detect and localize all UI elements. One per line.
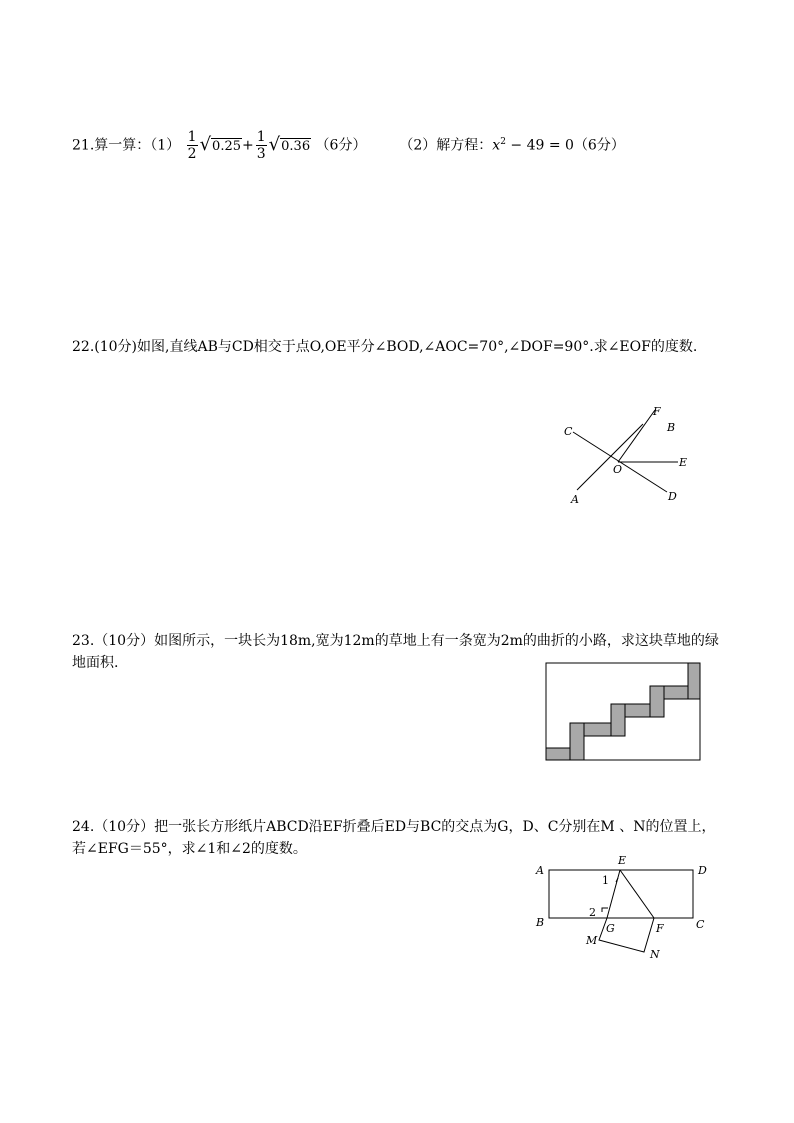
sqrt-0-36: √0.36: [268, 133, 311, 155]
label-a: A: [536, 864, 544, 877]
q21-score2: （6分）: [573, 137, 625, 154]
path-segment-6: [650, 686, 664, 717]
label-angle-2: 2: [589, 906, 596, 919]
ray-of: [618, 410, 655, 462]
label-f: F: [656, 922, 664, 935]
rectangle-abcd: [549, 870, 693, 918]
label-d: D: [698, 864, 707, 877]
fraction-one-half: $\frac{1}{2}$: [187, 129, 197, 163]
right-angle-mark-g: [602, 908, 608, 912]
path-segment-4: [611, 704, 625, 736]
path-segment-3: [584, 723, 611, 736]
label-e: E: [679, 456, 688, 469]
path-segment-8: [688, 663, 700, 699]
label-b: B: [667, 421, 676, 434]
equation-variable: x: [492, 137, 501, 154]
fraction-one-third: $\frac{1}{3}$: [256, 129, 266, 163]
label-c: C: [696, 918, 705, 931]
q21-score1: （6分）: [315, 137, 367, 154]
fold-line-ef: [620, 870, 654, 918]
equation-exponent: 2: [500, 137, 506, 147]
question-22: 22.(10分)如图,直线AB与CD相交于点O,OE平分∠BOD,∠AOC=70°,∠DOF=90°.求∠EOF的度数.: [72, 339, 698, 355]
figure-intersecting-lines: [555, 400, 705, 510]
path-segment-5: [625, 704, 650, 717]
equation-rest: − 49 = 0: [510, 137, 574, 154]
label-n: N: [650, 948, 660, 961]
label-d: D: [668, 490, 677, 503]
label-b: B: [536, 916, 545, 929]
label-e: E: [618, 854, 627, 867]
question-24: 24.（10分）把一张长方形纸片ABCD沿EF折叠后ED与BC的交点为G，D、C分别在M 、N的位置上，若∠EFG＝55°，求∠1和∠2的度数。: [72, 819, 716, 857]
sqrt-0-25: √0.25: [199, 133, 241, 155]
figure-lawn-path: [543, 660, 703, 764]
label-m: M: [586, 934, 598, 947]
question-23: 23.（10分）如图所示，一块长为18m,宽为12m的草地上有一条宽为2m的曲折的小路，求这块草地的绿地面积.: [72, 633, 719, 671]
label-angle-1: 1: [602, 874, 609, 887]
label-o: O: [613, 463, 623, 476]
label-c: C: [564, 425, 573, 438]
q21-part2-label: （2）解方程：: [399, 137, 493, 154]
path-segment-7: [664, 686, 688, 699]
label-a: A: [571, 493, 579, 506]
path-segment-1: [546, 748, 570, 760]
question-21: 21.算一算：（1） $\frac{1}{2}$ √0.25+ $\frac{1}{3}$ √0.36 （6分） （2）解方程：$x^2 - 49 = 0(6$分）: [72, 124, 724, 165]
line-ab: [577, 424, 643, 490]
figure-folded-rectangle: [528, 850, 718, 966]
label-g: G: [606, 922, 615, 935]
q21-part1-label: （1）: [150, 137, 181, 154]
label-f: F: [653, 405, 661, 418]
path-segment-2: [570, 723, 584, 760]
q21-number: 21.算一算：: [72, 137, 151, 154]
